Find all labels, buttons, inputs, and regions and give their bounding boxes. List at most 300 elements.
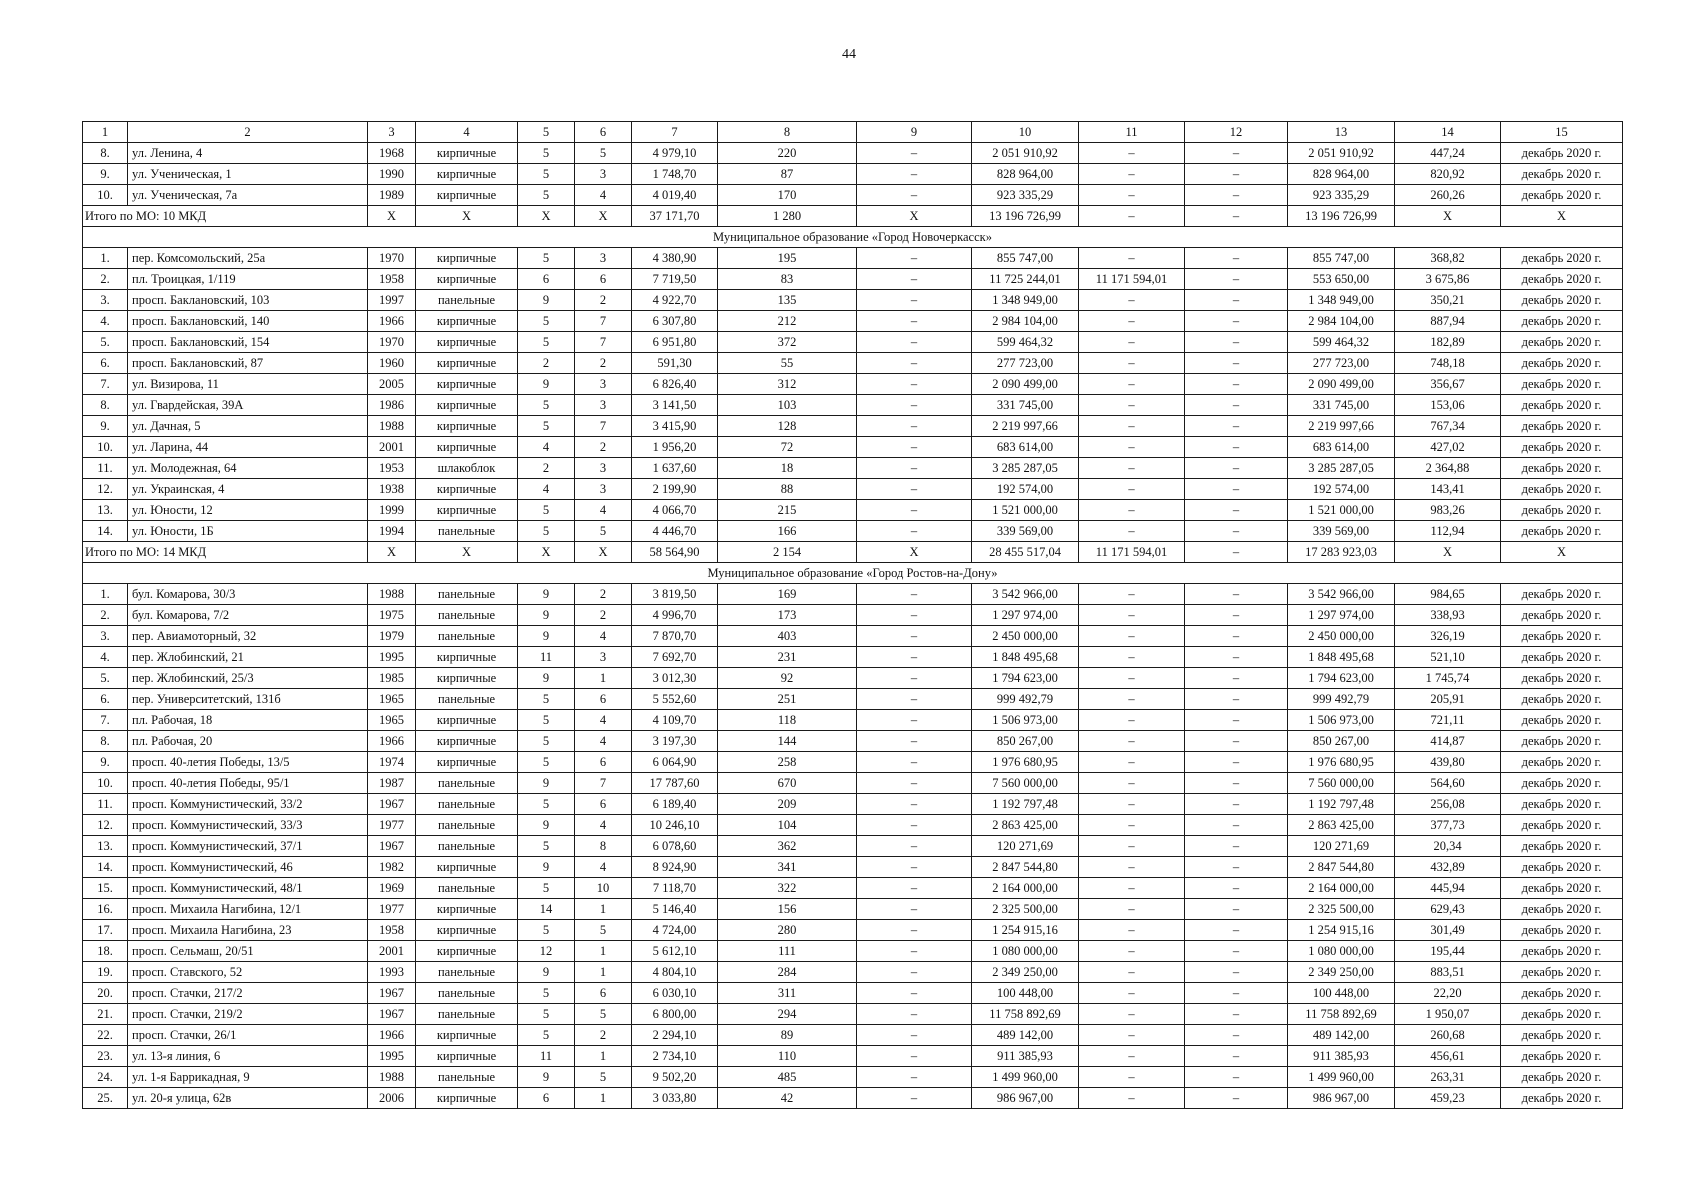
col-11-cell: – bbox=[1079, 689, 1185, 710]
table-row bbox=[83, 1025, 1623, 1046]
col-9-cell: – bbox=[857, 1046, 972, 1067]
wall-material-cell: кирпичные bbox=[416, 1046, 518, 1067]
total-cost-cell: 1 254 915,16 bbox=[972, 920, 1079, 941]
col-11-cell: 11 171 594,01 bbox=[1079, 269, 1185, 290]
area-cell: 6 951,80 bbox=[632, 332, 718, 353]
entrances-cell: 5 bbox=[575, 521, 632, 542]
cost-per-sqm-cell: 205,91 bbox=[1395, 689, 1501, 710]
total-cost-cell: 192 574,00 bbox=[972, 479, 1079, 500]
cost-per-sqm-cell: 377,73 bbox=[1395, 815, 1501, 836]
entrances-cell: 7 bbox=[575, 416, 632, 437]
col-9-cell: – bbox=[857, 962, 972, 983]
build-year-cell: 1970 bbox=[368, 332, 416, 353]
deadline-cell: декабрь 2020 г. bbox=[1501, 269, 1623, 290]
wall-material-cell: кирпичные bbox=[416, 647, 518, 668]
col-11-cell: – bbox=[1079, 815, 1185, 836]
col-13-cell: 100 448,00 bbox=[1288, 983, 1395, 1004]
floors-cell: 4 bbox=[518, 437, 575, 458]
col-11-cell: – bbox=[1079, 752, 1185, 773]
build-year-cell: 1985 bbox=[368, 668, 416, 689]
floors-cell: 6 bbox=[518, 269, 575, 290]
build-year-cell: 2001 bbox=[368, 437, 416, 458]
col-9-cell: – bbox=[857, 584, 972, 605]
floors-cell: 5 bbox=[518, 500, 575, 521]
build-year-cell: 1989 bbox=[368, 185, 416, 206]
table-row bbox=[83, 647, 1623, 668]
entrances-cell: 7 bbox=[575, 332, 632, 353]
address-cell: просп. Стачки, 219/2 bbox=[128, 1004, 368, 1025]
entrances-cell: 2 bbox=[575, 437, 632, 458]
address-cell: просп. Баклановский, 103 bbox=[128, 290, 368, 311]
col-9-cell: – bbox=[857, 626, 972, 647]
col-9-cell: – bbox=[857, 248, 972, 269]
wall-material-cell: кирпичные bbox=[416, 479, 518, 500]
total-cost-cell: 2 349 250,00 bbox=[972, 962, 1079, 983]
floors-cell: 2 bbox=[518, 353, 575, 374]
row-number-cell: 9. bbox=[83, 164, 128, 185]
build-year-cell: 1938 bbox=[368, 479, 416, 500]
col-12-cell: – bbox=[1185, 185, 1288, 206]
total-cell: X bbox=[1395, 206, 1501, 227]
col-11-cell: – bbox=[1079, 164, 1185, 185]
total-cost-cell: 1 348 949,00 bbox=[972, 290, 1079, 311]
build-year-cell: 1967 bbox=[368, 983, 416, 1004]
col-11-cell: – bbox=[1079, 437, 1185, 458]
table-row bbox=[83, 920, 1623, 941]
col-9-cell: – bbox=[857, 668, 972, 689]
entrances-cell: 2 bbox=[575, 584, 632, 605]
residents-cell: 156 bbox=[718, 899, 857, 920]
column-number-row bbox=[83, 122, 1623, 143]
area-cell: 3 415,90 bbox=[632, 416, 718, 437]
cost-per-sqm-cell: 182,89 bbox=[1395, 332, 1501, 353]
area-cell: 4 066,70 bbox=[632, 500, 718, 521]
table-row bbox=[83, 626, 1623, 647]
total-cost-cell: 1 499 960,00 bbox=[972, 1067, 1079, 1088]
col-9-cell: – bbox=[857, 731, 972, 752]
area-cell: 1 748,70 bbox=[632, 164, 718, 185]
wall-material-cell: панельные bbox=[416, 773, 518, 794]
total-cell: X bbox=[1395, 542, 1501, 563]
total-cell: X bbox=[575, 542, 632, 563]
wall-material-cell: кирпичные bbox=[416, 920, 518, 941]
col-11-cell: – bbox=[1079, 290, 1185, 311]
table-row bbox=[83, 269, 1623, 290]
residents-cell: 118 bbox=[718, 710, 857, 731]
col-13-cell: 2 847 544,80 bbox=[1288, 857, 1395, 878]
row-number-cell: 3. bbox=[83, 290, 128, 311]
build-year-cell: 1977 bbox=[368, 899, 416, 920]
col-13-cell: 850 267,00 bbox=[1288, 731, 1395, 752]
cost-per-sqm-cell: 263,31 bbox=[1395, 1067, 1501, 1088]
residents-cell: 212 bbox=[718, 311, 857, 332]
col-11-cell: – bbox=[1079, 1067, 1185, 1088]
row-number-cell: 13. bbox=[83, 836, 128, 857]
row-number-cell: 12. bbox=[83, 479, 128, 500]
col-12-cell: – bbox=[1185, 395, 1288, 416]
col-11-cell: – bbox=[1079, 1046, 1185, 1067]
deadline-cell: декабрь 2020 г. bbox=[1501, 1046, 1623, 1067]
cost-per-sqm-cell: 564,60 bbox=[1395, 773, 1501, 794]
entrances-cell: 2 bbox=[575, 353, 632, 374]
floors-cell: 5 bbox=[518, 983, 575, 1004]
row-number-cell: 2. bbox=[83, 605, 128, 626]
col-13-cell: 2 984 104,00 bbox=[1288, 311, 1395, 332]
col-13-cell: 911 385,93 bbox=[1288, 1046, 1395, 1067]
residents-cell: 104 bbox=[718, 815, 857, 836]
col-12-cell: – bbox=[1185, 920, 1288, 941]
residents-cell: 215 bbox=[718, 500, 857, 521]
col-12-cell: – bbox=[1185, 962, 1288, 983]
col-12-cell: – bbox=[1185, 311, 1288, 332]
col-9-cell: – bbox=[857, 1067, 972, 1088]
address-cell: ул. Визирова, 11 bbox=[128, 374, 368, 395]
cost-per-sqm-cell: 445,94 bbox=[1395, 878, 1501, 899]
wall-material-cell: панельные bbox=[416, 983, 518, 1004]
row-number-cell: 20. bbox=[83, 983, 128, 1004]
floors-cell: 2 bbox=[518, 458, 575, 479]
wall-material-cell: кирпичные bbox=[416, 332, 518, 353]
area-cell: 6 064,90 bbox=[632, 752, 718, 773]
total-cost-cell: 7 560 000,00 bbox=[972, 773, 1079, 794]
col-9-cell: – bbox=[857, 185, 972, 206]
entrances-cell: 5 bbox=[575, 1067, 632, 1088]
col-13-cell: 1 254 915,16 bbox=[1288, 920, 1395, 941]
col-12-cell: – bbox=[1185, 143, 1288, 164]
table-row bbox=[83, 332, 1623, 353]
table-row bbox=[83, 458, 1623, 479]
total-cell: X bbox=[518, 206, 575, 227]
area-cell: 4 804,10 bbox=[632, 962, 718, 983]
col-13-cell: 923 335,29 bbox=[1288, 185, 1395, 206]
entrances-cell: 3 bbox=[575, 248, 632, 269]
cost-per-sqm-cell: 983,26 bbox=[1395, 500, 1501, 521]
wall-material-cell: панельные bbox=[416, 794, 518, 815]
entrances-cell: 1 bbox=[575, 941, 632, 962]
row-number-cell: 14. bbox=[83, 521, 128, 542]
col-13-cell: 1 080 000,00 bbox=[1288, 941, 1395, 962]
table-row bbox=[83, 500, 1623, 521]
col-11-cell: – bbox=[1079, 773, 1185, 794]
table-row bbox=[83, 395, 1623, 416]
cost-per-sqm-cell: 1 745,74 bbox=[1395, 668, 1501, 689]
deadline-cell: декабрь 2020 г. bbox=[1501, 1004, 1623, 1025]
col-9-cell: – bbox=[857, 878, 972, 899]
total-cost-cell: 1 976 680,95 bbox=[972, 752, 1079, 773]
deadline-cell: декабрь 2020 г. bbox=[1501, 815, 1623, 836]
floors-cell: 14 bbox=[518, 899, 575, 920]
residents-cell: 220 bbox=[718, 143, 857, 164]
address-cell: ул. Ученическая, 1 bbox=[128, 164, 368, 185]
total-label: Итого по МО: 10 МКД bbox=[83, 206, 368, 227]
col-13-cell: 1 506 973,00 bbox=[1288, 710, 1395, 731]
build-year-cell: 2006 bbox=[368, 1088, 416, 1109]
address-cell: просп. Коммунистический, 33/2 bbox=[128, 794, 368, 815]
build-year-cell: 1965 bbox=[368, 689, 416, 710]
entrances-cell: 2 bbox=[575, 290, 632, 311]
column-header: 9 bbox=[857, 122, 972, 143]
area-cell: 8 924,90 bbox=[632, 857, 718, 878]
floors-cell: 9 bbox=[518, 857, 575, 878]
total-cost-cell: 2 847 544,80 bbox=[972, 857, 1079, 878]
wall-material-cell: панельные bbox=[416, 836, 518, 857]
col-13-cell: 2 090 499,00 bbox=[1288, 374, 1395, 395]
col-12-cell: – bbox=[1185, 794, 1288, 815]
col-9-cell: – bbox=[857, 311, 972, 332]
table-row bbox=[83, 185, 1623, 206]
wall-material-cell: кирпичные bbox=[416, 437, 518, 458]
deadline-cell: декабрь 2020 г. bbox=[1501, 374, 1623, 395]
row-number-cell: 11. bbox=[83, 794, 128, 815]
col-12-cell: – bbox=[1185, 647, 1288, 668]
residents-cell: 311 bbox=[718, 983, 857, 1004]
address-cell: ул. 20-я улица, 62в bbox=[128, 1088, 368, 1109]
col-12-cell: – bbox=[1185, 983, 1288, 1004]
total-label: Итого по МО: 14 МКД bbox=[83, 542, 368, 563]
address-cell: ул. Юности, 1Б bbox=[128, 521, 368, 542]
build-year-cell: 1958 bbox=[368, 920, 416, 941]
entrances-cell: 5 bbox=[575, 143, 632, 164]
deadline-cell: декабрь 2020 г. bbox=[1501, 605, 1623, 626]
col-11-cell: – bbox=[1079, 311, 1185, 332]
address-cell: ул. 1-я Баррикадная, 9 bbox=[128, 1067, 368, 1088]
col-11-cell: – bbox=[1079, 941, 1185, 962]
row-number-cell: 5. bbox=[83, 332, 128, 353]
floors-cell: 9 bbox=[518, 626, 575, 647]
total-cost-cell: 2 164 000,00 bbox=[972, 878, 1079, 899]
build-year-cell: 1966 bbox=[368, 311, 416, 332]
floors-cell: 5 bbox=[518, 920, 575, 941]
col-11-cell: – bbox=[1079, 374, 1185, 395]
floors-cell: 5 bbox=[518, 248, 575, 269]
floors-cell: 5 bbox=[518, 311, 575, 332]
col-9-cell: – bbox=[857, 374, 972, 395]
col-11-cell: – bbox=[1079, 836, 1185, 857]
cost-per-sqm-cell: 887,94 bbox=[1395, 311, 1501, 332]
deadline-cell: декабрь 2020 г. bbox=[1501, 1088, 1623, 1109]
total-cell: X bbox=[575, 206, 632, 227]
row-number-cell: 10. bbox=[83, 773, 128, 794]
col-12-cell: – bbox=[1185, 584, 1288, 605]
table-row bbox=[83, 437, 1623, 458]
residents-cell: 362 bbox=[718, 836, 857, 857]
col-11-cell: – bbox=[1079, 479, 1185, 500]
deadline-cell: декабрь 2020 г. bbox=[1501, 836, 1623, 857]
wall-material-cell: кирпичные bbox=[416, 395, 518, 416]
entrances-cell: 5 bbox=[575, 920, 632, 941]
col-12-cell: – bbox=[1185, 731, 1288, 752]
col-11-cell: – bbox=[1079, 353, 1185, 374]
total-cost-cell: 999 492,79 bbox=[972, 689, 1079, 710]
col-12-cell: – bbox=[1185, 1067, 1288, 1088]
col-9-cell: – bbox=[857, 815, 972, 836]
col-13-cell: 11 758 892,69 bbox=[1288, 1004, 1395, 1025]
row-number-cell: 4. bbox=[83, 647, 128, 668]
table-row bbox=[83, 584, 1623, 605]
col-13-cell: 489 142,00 bbox=[1288, 1025, 1395, 1046]
col-9-cell: – bbox=[857, 689, 972, 710]
build-year-cell: 1987 bbox=[368, 773, 416, 794]
col-12-cell: – bbox=[1185, 374, 1288, 395]
entrances-cell: 3 bbox=[575, 647, 632, 668]
residents-cell: 88 bbox=[718, 479, 857, 500]
total-cost-cell: 3 285 287,05 bbox=[972, 458, 1079, 479]
residents-cell: 128 bbox=[718, 416, 857, 437]
table-row bbox=[83, 1046, 1623, 1067]
col-12-cell: – bbox=[1185, 668, 1288, 689]
wall-material-cell: кирпичные bbox=[416, 899, 518, 920]
build-year-cell: 1965 bbox=[368, 710, 416, 731]
entrances-cell: 8 bbox=[575, 836, 632, 857]
residents-cell: 195 bbox=[718, 248, 857, 269]
col-12-cell: – bbox=[1185, 878, 1288, 899]
col-9-cell: – bbox=[857, 143, 972, 164]
wall-material-cell: кирпичные bbox=[416, 500, 518, 521]
wall-material-cell: панельные bbox=[416, 689, 518, 710]
wall-material-cell: панельные bbox=[416, 815, 518, 836]
address-cell: просп. Стачки, 26/1 bbox=[128, 1025, 368, 1046]
residents-cell: 166 bbox=[718, 521, 857, 542]
cost-per-sqm-cell: 521,10 bbox=[1395, 647, 1501, 668]
deadline-cell: декабрь 2020 г. bbox=[1501, 626, 1623, 647]
col-11-cell: – bbox=[1079, 605, 1185, 626]
page-number: 44 bbox=[842, 47, 856, 62]
row-number-cell: 9. bbox=[83, 416, 128, 437]
area-cell: 3 197,30 bbox=[632, 731, 718, 752]
wall-material-cell: панельные bbox=[416, 878, 518, 899]
cost-per-sqm-cell: 260,26 bbox=[1395, 185, 1501, 206]
row-number-cell: 2. bbox=[83, 269, 128, 290]
residents-cell: 670 bbox=[718, 773, 857, 794]
address-cell: просп. Баклановский, 140 bbox=[128, 311, 368, 332]
floors-cell: 9 bbox=[518, 584, 575, 605]
total-row bbox=[83, 206, 1623, 227]
cost-per-sqm-cell: 459,23 bbox=[1395, 1088, 1501, 1109]
col-11-cell: – bbox=[1079, 395, 1185, 416]
floors-cell: 9 bbox=[518, 773, 575, 794]
col-9-cell: – bbox=[857, 458, 972, 479]
wall-material-cell: панельные bbox=[416, 290, 518, 311]
deadline-cell: декабрь 2020 г. bbox=[1501, 143, 1623, 164]
table-row bbox=[83, 374, 1623, 395]
col-12-cell: – bbox=[1185, 605, 1288, 626]
total-cell: X bbox=[416, 206, 518, 227]
area-cell: 17 787,60 bbox=[632, 773, 718, 794]
col-13-cell: 7 560 000,00 bbox=[1288, 773, 1395, 794]
total-cost-cell: 489 142,00 bbox=[972, 1025, 1079, 1046]
total-cost-cell: 2 219 997,66 bbox=[972, 416, 1079, 437]
address-cell: бул. Комарова, 7/2 bbox=[128, 605, 368, 626]
area-cell: 7 118,70 bbox=[632, 878, 718, 899]
col-13-cell: 1 794 623,00 bbox=[1288, 668, 1395, 689]
row-number-cell: 16. bbox=[83, 899, 128, 920]
wall-material-cell: кирпичные bbox=[416, 143, 518, 164]
col-9-cell: – bbox=[857, 941, 972, 962]
floors-cell: 9 bbox=[518, 290, 575, 311]
area-cell: 4 380,90 bbox=[632, 248, 718, 269]
wall-material-cell: панельные bbox=[416, 962, 518, 983]
residents-cell: 322 bbox=[718, 878, 857, 899]
table-row bbox=[83, 773, 1623, 794]
row-number-cell: 23. bbox=[83, 1046, 128, 1067]
row-number-cell: 5. bbox=[83, 668, 128, 689]
table-row bbox=[83, 962, 1623, 983]
deadline-cell: декабрь 2020 г. bbox=[1501, 458, 1623, 479]
cost-per-sqm-cell: 3 675,86 bbox=[1395, 269, 1501, 290]
col-11-cell: – bbox=[1079, 248, 1185, 269]
row-number-cell: 21. bbox=[83, 1004, 128, 1025]
col-9-cell: – bbox=[857, 332, 972, 353]
col-11-cell: – bbox=[1079, 626, 1185, 647]
column-header: 15 bbox=[1501, 122, 1623, 143]
col-9-cell: – bbox=[857, 479, 972, 500]
residents-cell: 280 bbox=[718, 920, 857, 941]
col-9-cell: – bbox=[857, 605, 972, 626]
col-13-cell: 828 964,00 bbox=[1288, 164, 1395, 185]
floors-cell: 5 bbox=[518, 521, 575, 542]
floors-cell: 9 bbox=[518, 374, 575, 395]
deadline-cell: декабрь 2020 г. bbox=[1501, 416, 1623, 437]
total-cost-cell: 1 080 000,00 bbox=[972, 941, 1079, 962]
address-cell: пл. Троицкая, 1/119 bbox=[128, 269, 368, 290]
deadline-cell: декабрь 2020 г. bbox=[1501, 689, 1623, 710]
deadline-cell: декабрь 2020 г. bbox=[1501, 521, 1623, 542]
floors-cell: 5 bbox=[518, 731, 575, 752]
build-year-cell: 1967 bbox=[368, 794, 416, 815]
deadline-cell: декабрь 2020 г. bbox=[1501, 647, 1623, 668]
total-cost-cell: 986 967,00 bbox=[972, 1088, 1079, 1109]
deadline-cell: декабрь 2020 г. bbox=[1501, 353, 1623, 374]
column-header: 11 bbox=[1079, 122, 1185, 143]
col-12-cell: – bbox=[1185, 899, 1288, 920]
address-cell: просп. Ставского, 52 bbox=[128, 962, 368, 983]
entrances-cell: 6 bbox=[575, 752, 632, 773]
row-number-cell: 3. bbox=[83, 626, 128, 647]
section-heading: Муниципальное образование «Город Ростов-на-Дону» bbox=[83, 563, 1623, 584]
col-13-cell: 1 521 000,00 bbox=[1288, 500, 1395, 521]
col-12-cell: – bbox=[1185, 437, 1288, 458]
residents-cell: 173 bbox=[718, 605, 857, 626]
col-13-cell: 2 325 500,00 bbox=[1288, 899, 1395, 920]
total-cost-cell: 683 614,00 bbox=[972, 437, 1079, 458]
residents-cell: 87 bbox=[718, 164, 857, 185]
table-row bbox=[83, 983, 1623, 1004]
floors-cell: 5 bbox=[518, 878, 575, 899]
col-9-cell: – bbox=[857, 1088, 972, 1109]
table-row bbox=[83, 248, 1623, 269]
cost-per-sqm-cell: 256,08 bbox=[1395, 794, 1501, 815]
total-row bbox=[83, 542, 1623, 563]
table-row bbox=[83, 1004, 1623, 1025]
wall-material-cell: панельные bbox=[416, 521, 518, 542]
entrances-cell: 4 bbox=[575, 500, 632, 521]
total-cell: 1 280 bbox=[718, 206, 857, 227]
col-12-cell: – bbox=[1185, 857, 1288, 878]
col-12-cell: – bbox=[1185, 941, 1288, 962]
total-cost-cell: 850 267,00 bbox=[972, 731, 1079, 752]
column-header: 13 bbox=[1288, 122, 1395, 143]
residents-cell: 341 bbox=[718, 857, 857, 878]
col-9-cell: – bbox=[857, 269, 972, 290]
total-cost-cell: 828 964,00 bbox=[972, 164, 1079, 185]
total-cell: – bbox=[1185, 542, 1288, 563]
entrances-cell: 4 bbox=[575, 185, 632, 206]
residents-cell: 284 bbox=[718, 962, 857, 983]
wall-material-cell: кирпичные bbox=[416, 374, 518, 395]
floors-cell: 9 bbox=[518, 815, 575, 836]
residents-cell: 251 bbox=[718, 689, 857, 710]
total-cost-cell: 1 506 973,00 bbox=[972, 710, 1079, 731]
